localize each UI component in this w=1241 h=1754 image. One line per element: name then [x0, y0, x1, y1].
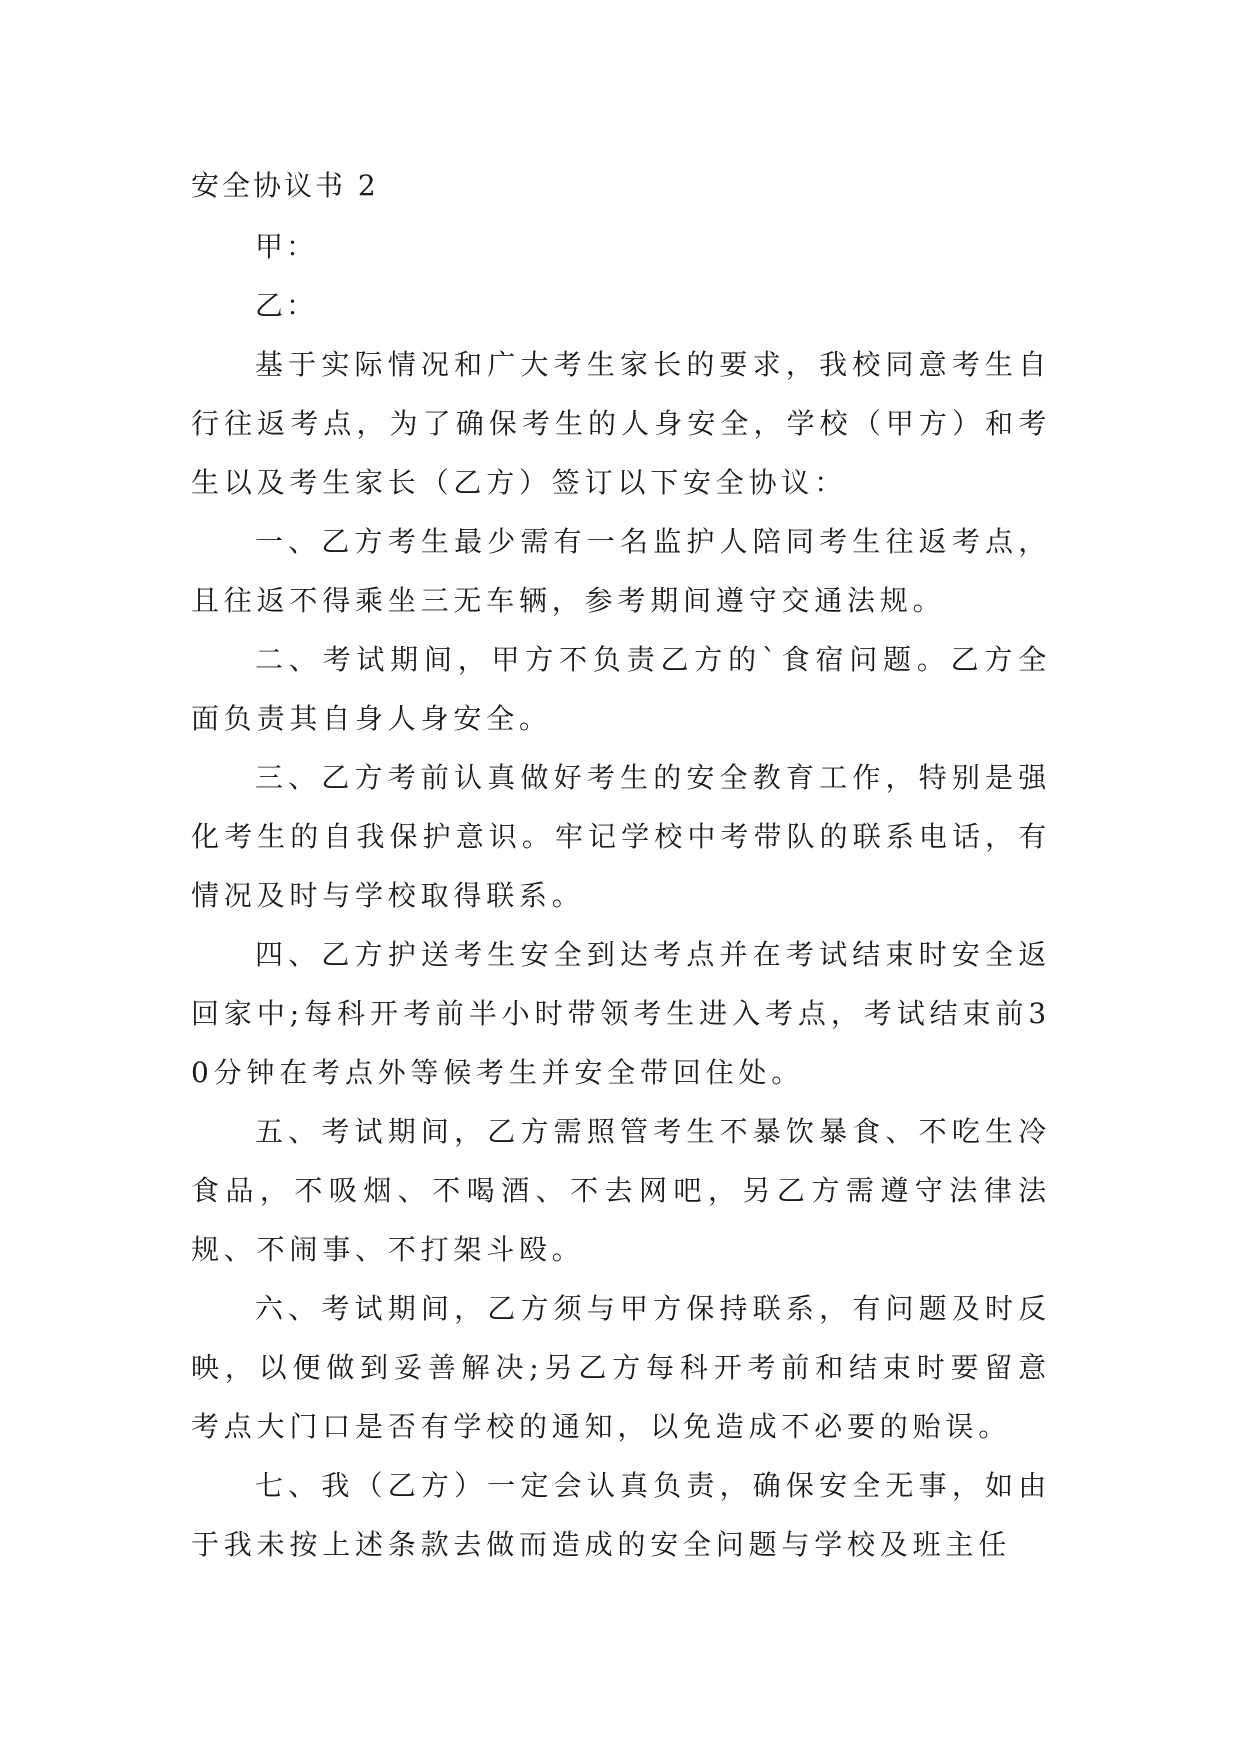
paragraph-preamble: 基于实际情况和广大考生家长的要求，我校同意考生自行往返考点，为了确保考生的人身安全，学校（甲方）和考生以及考生家长（乙方）签订以下安全协议：: [191, 348, 1051, 499]
paragraph-clause-2: 二、考试期间，甲方不负责乙方的`食宿问题。乙方全面负责其自身人身安全。: [191, 643, 1051, 735]
paragraph-clause-4: 四、乙方护送考生安全到达考点并在考试结束时安全返回家中;每科开考前半小时带领考生进入考点，考试结束前30分钟在考点外等候考生并安全带回住处。: [191, 938, 1051, 1089]
paragraph-clause-6: 六、考试期间，乙方须与甲方保持联系，有问题及时反映，以便做到妥善解决;另乙方每科开考前和结束时要留意考点大门口是否有学校的通知，以免造成不必要的贻误。: [191, 1292, 1051, 1443]
party-b-line: 乙：: [255, 289, 318, 322]
document-page: [191, 158, 1051, 1574]
document-title: 安全协议书 2: [191, 169, 379, 202]
party-a-line: 甲：: [255, 230, 318, 263]
paragraph-clause-7: 七、我（乙方）一定会认真负责，确保安全无事，如由于我未按上述条款去做而造成的安全问题与学校及班主任: [191, 1469, 1051, 1561]
paragraph-clause-1: 一、乙方考生最少需有一名监护人陪同考生往返考点，且往返不得乘坐三无车辆，参考期间遵守交通法规。: [191, 525, 1051, 617]
paragraph-clause-3: 三、乙方考前认真做好考生的安全教育工作，特别是强化考生的自我保护意识。牢记学校中考带队的联系电话，有情况及时与学校取得联系。: [191, 761, 1051, 912]
paragraph-clause-5: 五、考试期间，乙方需照管考生不暴饮暴食、不吃生冷食品，不吸烟、不喝酒、不去网吧，另乙方需遵守法律法规、不闹事、不打架斗殴。: [191, 1115, 1051, 1266]
